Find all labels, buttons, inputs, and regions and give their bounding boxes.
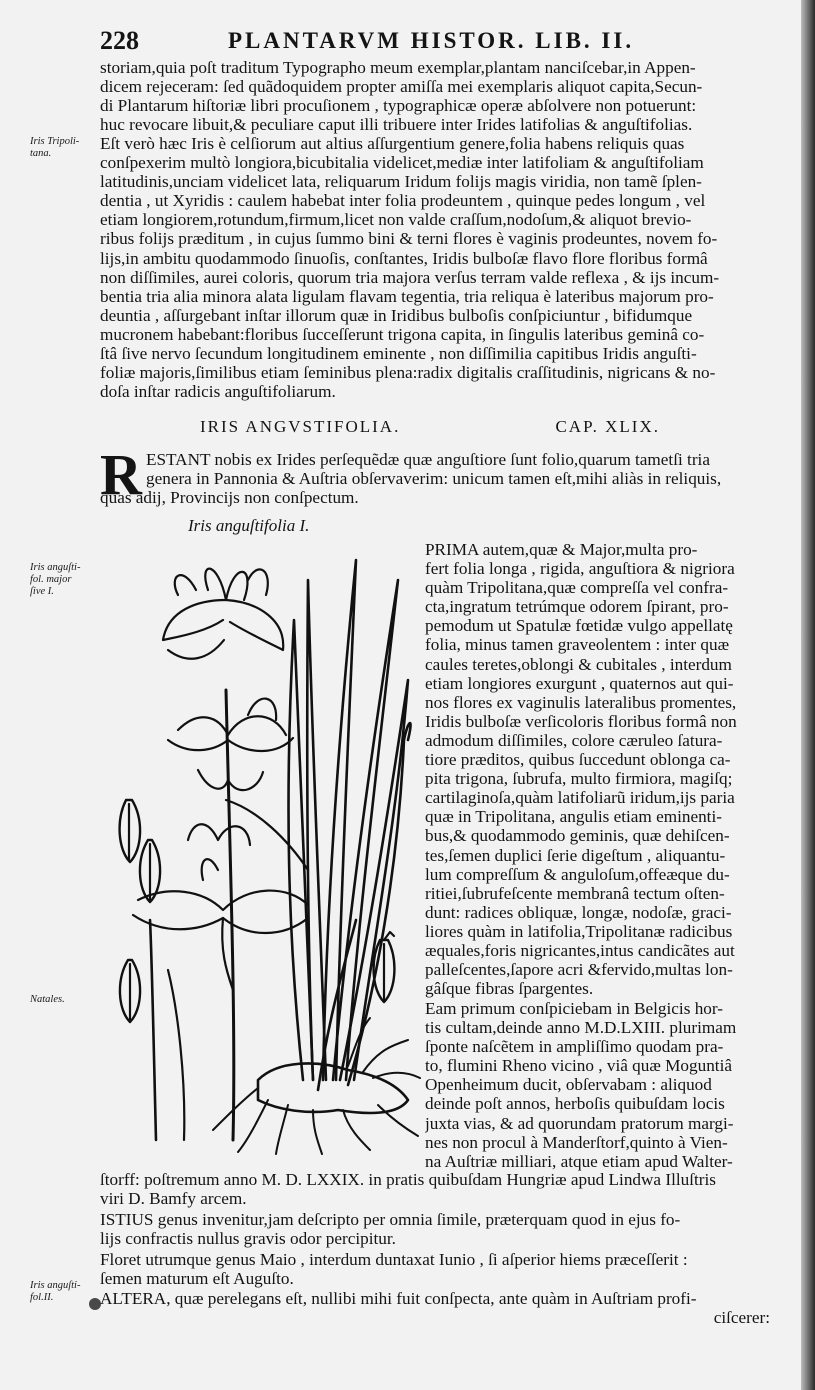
text-line: lijs confractis nullus gravis odor percipitur. (100, 1229, 396, 1249)
text-line: mucronem habebant:floribus ſucceſſerunt trigona capita, in ſingulis lateribus geminâ co- (100, 324, 705, 344)
text-line: na Auſtriæ milliari, atque etiam apud Walter- (425, 1151, 733, 1171)
text-line: ritiei,ſubrufeſcente membranâ tectum oſten- (425, 883, 725, 903)
text-line: Iridis bulboſæ verſicoloris floribus formâ non (425, 711, 737, 731)
text-line: ISTIUS genus invenitur,jam deſcripto per omnia ſimile, præterquam quod in ejus fo- (100, 1210, 681, 1229)
text-line: storiam,quia poſt traditum Typographo meum exemplar,plantam nanciſcebar,in Appen- (100, 58, 696, 77)
text-line: fert folia longa , rigida, anguſtiora & nigriora (425, 559, 735, 579)
leaves (288, 560, 410, 1090)
margin-note-line: Iris Tripoli- (30, 136, 80, 147)
drop-cap: R (100, 442, 142, 507)
text-line: quæ in Tripolitana, angulis etiam eminenti- (425, 807, 722, 827)
margin-note-line: Iris anguſti- (30, 1280, 81, 1291)
text-line: non diſſimiles, aurei coloris, quorum tria majora verſus terram valde reflexa , & ijs incum- (100, 267, 720, 287)
text-line: huc revocare libuit,& peculiare caput illi tribuere inter Irides latifolias & anguſtifolias. (100, 115, 693, 135)
altera-paragraph (100, 1289, 770, 1327)
margin-note-line: Iris anguſti- (30, 562, 81, 573)
text-line: bus,& quodammodo geminis, quæ dehiſcen- (425, 826, 730, 846)
text-line: ſtâ ſive nervo ſecundum longitudinem eminente , non diſſimilia capitibus Iridis anguſti- (100, 344, 697, 364)
natales-paragraph-full (100, 1170, 770, 1208)
text-line: cartilaginoſa,quàm latifoliarũ iridum,ijs paria (425, 788, 735, 808)
margin-note-line: fol.II. (30, 1292, 54, 1303)
text-line: caules teretes,oblongi & cubitales , interdum (425, 654, 732, 674)
text-line: admodum diſſimiles, colore cæruleo ſatura- (425, 730, 723, 750)
text-line: dunt: radices obliquæ, longæ, nodoſæ, graci- (425, 902, 732, 922)
margin-note-iris-angustifolia-major (30, 562, 80, 598)
text-line: tis cultam,deinde anno M.D.LXIII. plurimam (425, 1018, 737, 1038)
text-line: ciſcerer: (713, 1308, 770, 1328)
chapter-title: IRIS ANGVSTIFOLIA. (200, 417, 401, 436)
text-line: etiam longiorem,rotundum,firmum,licet non valde craſſum,nodoſum,& aliquot brevio- (100, 210, 692, 230)
text-line: ſtorff: poſtremum anno M. D. LXXIX. in pratis quibuſdam Hungriæ apud Lindwa Illuſtris (100, 1170, 716, 1189)
iris-woodcut-illustration (108, 540, 426, 1156)
restant-paragraph-tail (100, 488, 770, 507)
text-line: to, flumini Rheno vicino , viâ quæ Moguntiâ (425, 1056, 732, 1076)
book-spine-shadow (801, 0, 815, 1390)
floret-paragraph (100, 1250, 770, 1288)
iris-flower-top (163, 569, 283, 659)
iris-tripolitana-paragraph (100, 134, 770, 401)
text-line: latitudinis,unciam videlicet lata, reliquarum Iridum folijs magis viridia, non tamẽ ſplen- (100, 172, 702, 192)
text-line: lijs,in ambitu quodammodo ſinuoſis, conſtantes, Iridis bulboſæ flavo flore floribus formâ (100, 248, 708, 268)
chapter-number: CAP. XLIX. (555, 417, 660, 436)
chapter-heading (200, 417, 660, 441)
text-line: etiam longiores exurgunt , quaternos aut qui- (425, 673, 734, 693)
text-line: pita trigona, ſubrufa, multo firmiora, magiſq; (425, 769, 733, 789)
text-line: tes,ſemen duplici ſerie digeſtum , aliquantu- (425, 845, 726, 865)
rhizome-roots (213, 1018, 420, 1154)
natales-paragraph-narrow (425, 999, 770, 1171)
text-line: pemodum ut Spatulæ fœtidæ vulgo appellatę (425, 616, 733, 636)
text-line: ribus folijs præditum , in cujus ſummo bini & terni flores è vaginis prodeuntes, novem fo- (100, 229, 718, 249)
text-line: Eſt verò hæc Iris è celſiorum aut altius aſſurgentium genere,folia habens reliquis quas (100, 134, 685, 153)
istius-paragraph (100, 1210, 770, 1248)
text-line: ALTERA, quæ perelegans eſt, nullibi mihi fuit conſpecta, ante quàm in Auſtriam profi- (100, 1289, 697, 1308)
iris-flower-middle (168, 699, 293, 791)
page-number: 228 (100, 26, 139, 55)
margin-note-iris-angustifolia-ii (30, 1280, 80, 1304)
text-line: dicem rejeceram: ſed quãdoquidem propter amiſſa mei exemplaris aliquot capita,Secun- (100, 77, 703, 97)
text-line: ſemen maturum eſt Auguſto. (100, 1269, 294, 1289)
figure-caption: Iris anguſtifolia I. (188, 516, 310, 535)
text-line: deuntia , aſſurgebant inſtar illorum quæ in Iridibus bulboſis conſpiciuntur , bifidumque (100, 305, 693, 325)
page-header (100, 26, 700, 56)
text-line: nos flores ex vaginulis lateralibus promentes, (425, 692, 737, 712)
text-line: viri D. Bamfy arcem. (100, 1189, 247, 1209)
iris-flower-lower (133, 824, 308, 990)
text-line: ſponte naſcẽtem in ampliſſimo quodam pra- (425, 1037, 724, 1057)
text-line: bentia tria alia minora alata ligulam flavam tegentia, tria reliqua è lateribus majorum pro- (100, 286, 714, 306)
text-line: dentia , ut Xyridis : caulem habebat inter folia prodeuntem , quinque pedes longum , vel (100, 191, 706, 211)
text-line: di Plantarum hiſtoriæ libri procuſionem , typographicæ operæ abſolvere non potuerunt: (100, 96, 697, 116)
text-line: gâſque fibras ſpargentes. (425, 979, 594, 999)
text-line: foliæ majoris,ſimilibus etiam ſeminibus plena:radix digitalis craſſitudinis, nigricans & no- (100, 363, 716, 383)
text-line: quàm Tripolitana,quæ compreſſa vel confra- (425, 578, 729, 598)
running-title: PLANTARVM HISTOR. LIB. II. (228, 28, 635, 53)
text-line: cta,ingratum tetrúmque odorem ſpirant, pro- (425, 597, 729, 617)
margin-note-line: fol. major (30, 574, 72, 585)
margin-note-natales (30, 994, 65, 1006)
margin-note-line: Natales. (30, 994, 65, 1005)
text-line: Floret utrumque genus Maio , interdum duntaxat Iunio , ſi aſperior hiems præceſſerit : (100, 1250, 688, 1269)
text-line: folia, minus tamen graveolentem : inter quæ (425, 635, 730, 655)
text-line: PRIMA autem,quæ & Major,multa pro- (425, 540, 698, 559)
margin-note-line: tana. (30, 148, 52, 159)
text-line: æquales,foris nigricantes,intus candicãtes aut (425, 940, 735, 960)
text-line: liores quàm in latifolia,Tripolitanæ radicibus (425, 921, 733, 941)
restant-paragraph-lead (146, 450, 770, 488)
text-line: tiore præditos, quibus ſuccedunt oblonga ca- (425, 750, 731, 770)
margin-note-iris-tripolitana (30, 136, 79, 160)
text-line: ESTANT nobis ex Irides perſequẽdæ quæ anguſtiore ſunt folio,quarum tametſi tria (146, 450, 710, 469)
text-line: Openheimum ducit, obſervabam : aliquod (425, 1075, 712, 1095)
text-line: genera in Pannonia & Auſtria obſervaverim: unicum tamen eſt,mihi aliàs in reliquis, (146, 469, 722, 489)
text-line: palleſcentes,ſapore acri &fervido,multas lon- (425, 960, 733, 980)
text-line: juxta vias, & ad quorundam pratorum margi- (425, 1113, 734, 1133)
text-line: Eam primum conſpiciebam in Belgicis hor- (425, 999, 723, 1018)
margin-note-line: ſive I. (30, 586, 54, 597)
prima-paragraph (425, 540, 770, 998)
text-line: quas adij, Provincijs non conſpectum. (100, 488, 359, 507)
text-line: nes non procul à Manderſtorf,quinto à Vien- (425, 1132, 728, 1152)
text-line: conſpexerim multò longiora,bicubitalia videlicet,mediæ inter latifoliam & anguſtifoliam (100, 153, 704, 173)
intro-paragraph (100, 58, 770, 134)
text-line: deinde poſt annos, herboſis quibuſdam locis (425, 1094, 725, 1114)
text-line: lum compreſſum & anguloſum,offeæque du- (425, 864, 730, 884)
text-line: doſa inſtar radicis anguſtifoliarum. (100, 382, 336, 402)
